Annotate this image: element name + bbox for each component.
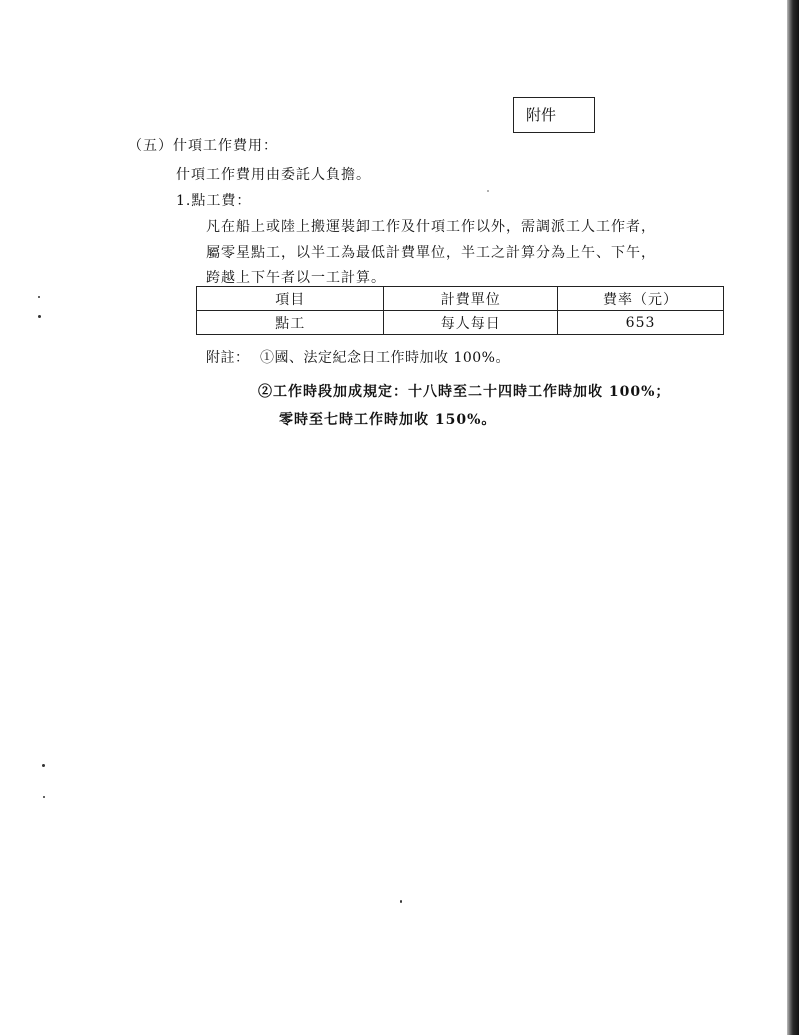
scan-speck bbox=[43, 796, 45, 798]
scan-speck bbox=[400, 900, 402, 903]
note-line-2: ②工作時段加成規定：十八時至二十四時工作時加收 100%； bbox=[258, 384, 671, 400]
table-header-cell: 項目 bbox=[197, 287, 384, 311]
table-cell: 每人每日 bbox=[384, 311, 558, 335]
scan-speck bbox=[487, 190, 489, 192]
attachment-box bbox=[513, 97, 595, 133]
table-header-cell: 費率（元） bbox=[558, 287, 724, 311]
section-heading: （五）什項工作費用： bbox=[128, 138, 278, 154]
table-header-row bbox=[197, 287, 724, 311]
scan-speck bbox=[38, 315, 41, 318]
paragraph-line-3: 跨越上下午者以一工計算。 bbox=[206, 270, 386, 286]
fee-table bbox=[196, 286, 724, 335]
paragraph-line-1: 凡在船上或陸上搬運裝卸工作及什項工作以外，需調派工人工作者， bbox=[206, 219, 656, 235]
item-heading: 1.點工費： bbox=[176, 193, 252, 209]
note-line-3: 零時至七時工作時加收 150%。 bbox=[279, 412, 497, 428]
scan-speck bbox=[38, 296, 40, 298]
intro-text: 什項工作費用由委託人負擔。 bbox=[176, 167, 371, 183]
table-header-cell: 計費單位 bbox=[384, 287, 558, 311]
attachment-label: 附件 bbox=[526, 106, 557, 124]
table-cell: 點工 bbox=[197, 311, 384, 335]
scan-speck bbox=[42, 764, 45, 767]
note-line-1 bbox=[206, 347, 510, 367]
note-label: 附註： bbox=[206, 350, 250, 366]
paragraph-line-2: 屬零星點工，以半工為最低計費單位，半工之計算分為上午、下午， bbox=[206, 245, 656, 261]
table-cell: 653 bbox=[558, 311, 724, 335]
note-text-1: ①國、法定紀念日工作時加收 100%。 bbox=[260, 350, 510, 366]
scan-edge-shadow bbox=[787, 0, 799, 1035]
table-row bbox=[197, 311, 724, 335]
